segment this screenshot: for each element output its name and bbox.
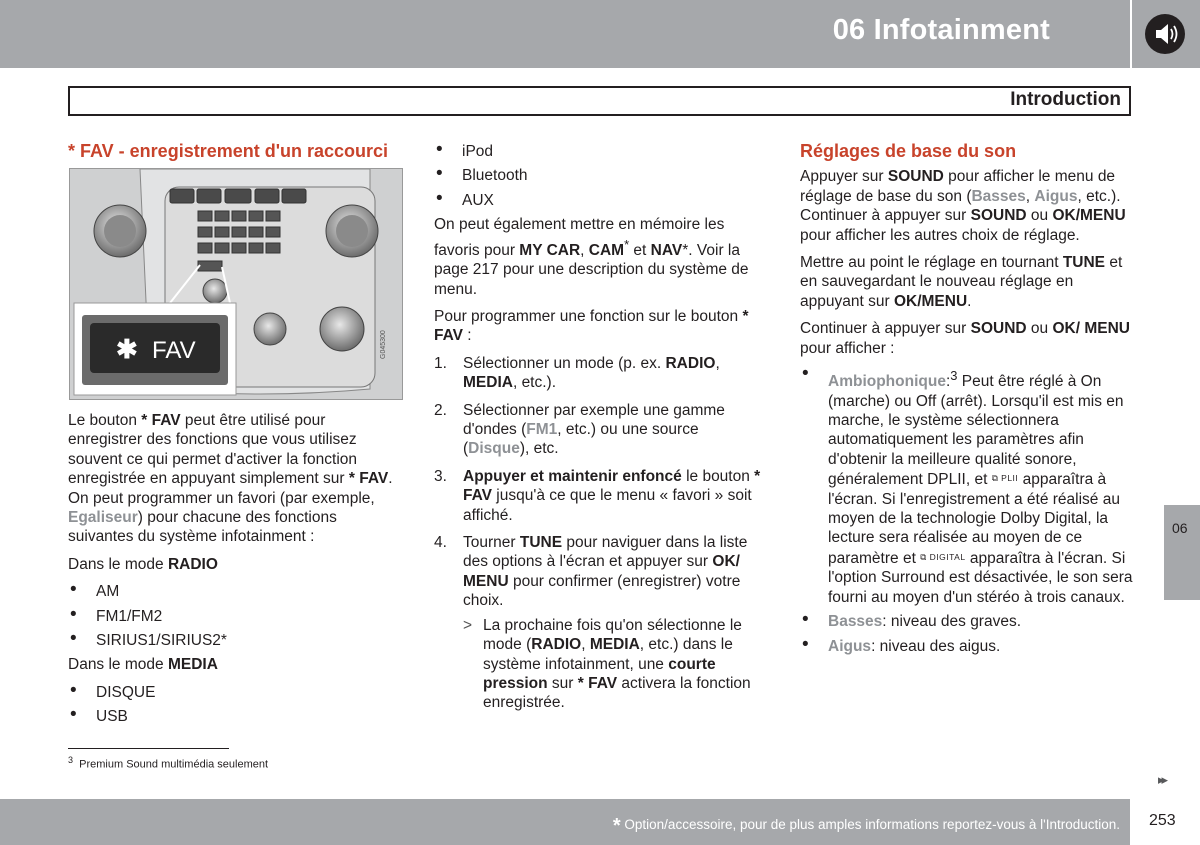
chapter-header-bar [0, 0, 1130, 68]
list-item: • FM1/FM2 [68, 607, 396, 626]
list-item: • Ambiophonique:$^3$ Peut être réglé à On (marche) ou Off (arrêt). Lorsqu'il est mis en marche, le système sélectionnera automatiquement les paramètres afin d'obtenir la meilleure qualité sonore, généralement DPLII, et ⧉ PLII apparaîtra à l'écran. Si l'enregistrement a été réalisé au moyen de la technologie Dolby Digital, la lecture sera réalisée au moyen de ce paramètre et ⧉ DIGITAL apparaîtra à l'écran. Si l'option Surround est désactivée, le son sera fourni au moyen d'un stéréo à trois canaux. [800, 366, 1133, 607]
source-list [434, 142, 764, 210]
list-item: • Basses: niveau des graves. [800, 612, 1133, 631]
favorites-paragraph: On peut également mettre en mémoire les favoris pour MY CAR, CAM* et NAV*. Voir la page 217 pour une description du système de menu. [434, 216, 749, 298]
list-item: • AM [68, 582, 396, 601]
fav-heading: * FAV - enregistrement d'un raccourci [68, 141, 389, 161]
sound-paragraph-3: Continuer à appuyer sur SOUND ou OK/ MENU pour afficher : [800, 320, 1130, 357]
section-title: Introduction [1010, 89, 1121, 110]
speaker-icon [1145, 14, 1185, 54]
sound-paragraph-1: Appuyer sur SOUND pour afficher le menu de réglage de base du son (Basses, Aigus, etc.). Continuer à appuyer sur SOUND ou OK/MENU pour afficher les autres choix de réglage. [800, 168, 1126, 244]
chapter-title: 06 Infotainment [832, 14, 1050, 46]
column-1 [68, 142, 398, 167]
step-item: 3. Appuyer et maintenir enfoncé le bouton * FAV jusqu'à ce que le menu « favori » soit affiché. [434, 467, 761, 524]
radio-mode-label: Dans le mode RADIO [68, 555, 218, 573]
dolby-digital-symbol: ⧉ DIGITAL [920, 551, 966, 562]
fav-intro-paragraph: Le bouton * FAV peut être utilisé pour enregistrer des fonctions que vous utilisez souvent ce qui permet d'activer la fonction enregistrée en appuyant simplement sur * FAV. On peut programmer un favori (par exemple, Egaliseur) pour chacune des fonctions suivantes du système infotainment : [68, 412, 393, 546]
fav-button-label: FAV [152, 337, 196, 364]
footer-note: * Option/accessoire, pour de plus amples informations reportez-vous à l'Introduction. [612, 815, 1120, 837]
program-intro: Pour programmer une fonction sur le bouton * FAV : [434, 308, 749, 345]
column-1-body [68, 411, 396, 732]
list-item: • DISQUE [68, 683, 396, 702]
footnote-divider [68, 748, 229, 749]
step-item: 4. Tourner TUNE pour naviguer dans la liste des options à l'écran et appuyer sur OK/ MENU pour confirmer (enregistrer) votre choix. > La prochaine fois qu'on sélectionne le mode (RADIO, MEDIA, etc.) dans le système infotainment, une courte pression sur * FAV activera la fonction enregistrée. [434, 533, 764, 713]
section-title-box [68, 86, 1131, 116]
list-item: • USB [68, 707, 396, 726]
list-item: • Bluetooth [434, 166, 764, 185]
sound-settings-list [800, 366, 1133, 656]
sound-paragraph-2: Mettre au point le réglage en tournant TUNE et en sauvegardant le nouveau réglage en appuyant sur OK/MENU. [800, 254, 1123, 310]
column-2 [434, 142, 764, 721]
fav-star-icon: ✱ [116, 334, 138, 364]
media-mode-label: Dans le mode MEDIA [68, 656, 218, 674]
fav-button-illustration [69, 168, 403, 400]
radio-mode-list [68, 582, 396, 650]
program-steps [434, 354, 764, 713]
figure-code: G045300 [380, 330, 387, 359]
column-3 [800, 142, 1133, 661]
sound-heading: Réglages de base du son [800, 141, 1017, 161]
list-item: • iPod [434, 142, 764, 161]
footnote: $^3$ Premium Sound multimédia seulement [68, 755, 269, 771]
step-item: 2. Sélectionner par exemple une gamme d'ondes (FM1, etc.) ou une source (Disque), etc. [434, 401, 725, 458]
step-result: > La prochaine fois qu'on sélectionne le mode (RADIO, MEDIA, etc.) dans le système infotainment, une courte pression sur * FAV activera la fonction enregistrée. [463, 616, 751, 712]
chapter-side-tab-label: 06 [1172, 520, 1188, 536]
media-mode-list [68, 683, 396, 727]
page-number: 253 [1149, 812, 1176, 829]
list-item: • AUX [434, 191, 764, 210]
continue-arrows-icon: ▸▸ [1158, 772, 1166, 787]
list-item: • Aigus: niveau des aigus. [800, 637, 1133, 656]
list-item: • SIRIUS1/SIRIUS2* [68, 631, 396, 650]
dolby-pl2-symbol: ⧉ PLII [991, 473, 1019, 484]
step-item: 1. Sélectionner un mode (p. ex. RADIO, MEDIA, etc.). [434, 354, 720, 392]
